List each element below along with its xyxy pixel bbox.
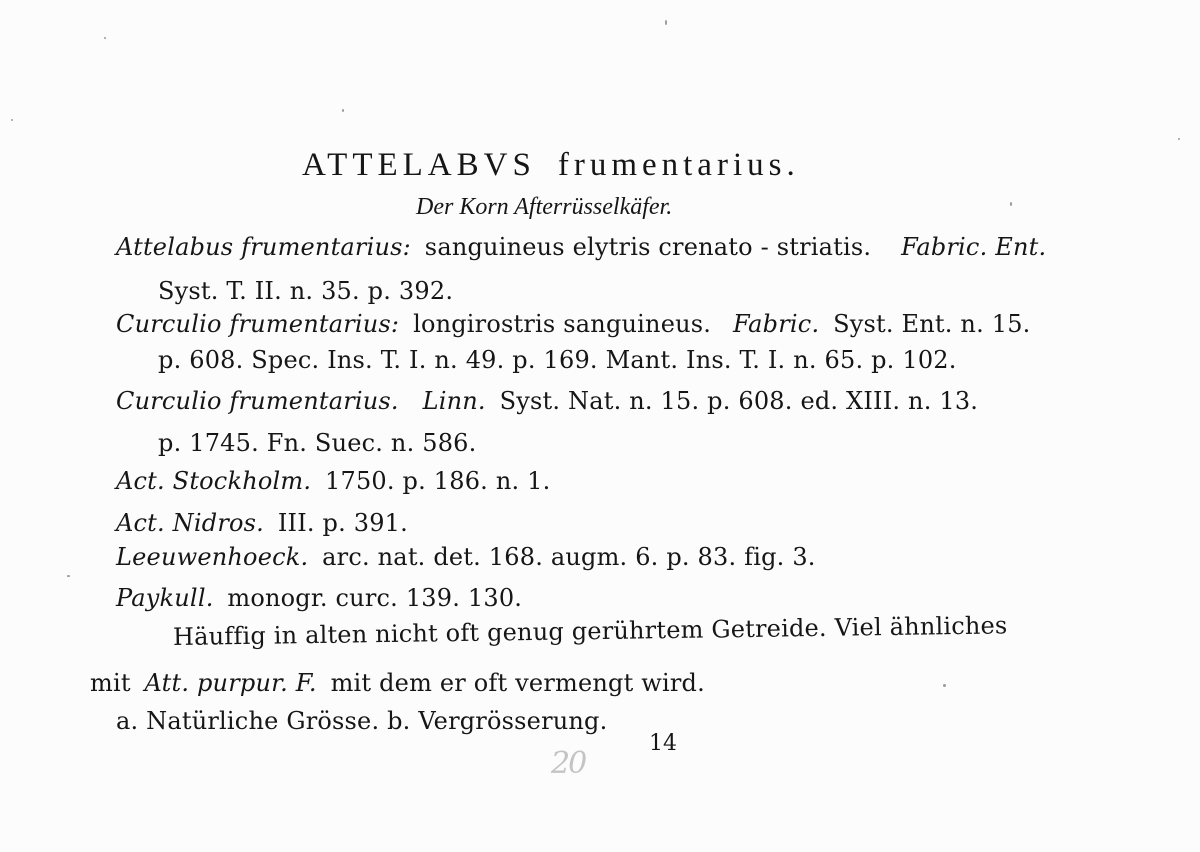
reference-line [116,583,522,613]
description-text: mit [90,669,131,697]
reference-name: Act. Nidros. [116,509,264,537]
paper-speck [67,575,70,577]
synonym-reference: Fabric. [732,310,820,338]
reference-line [116,542,816,572]
figure-legend [116,706,607,736]
reference-name: Leeuwenhoeck. [116,543,309,571]
synonym-name: Attelabus frumentarius: [116,233,411,261]
paper-speck [943,684,946,687]
reference-text: arc. nat. det. 168. augm. 6. p. 83. fig. 3. [322,543,816,571]
synonym-line [116,309,1031,339]
reference-name: Act. Stockholm. [116,467,312,495]
citation-line [158,345,957,375]
paper-speck [104,37,106,39]
reference-text: 1750. p. 186. n. 1. [325,467,551,495]
synonym-line [116,386,978,416]
citation-line [158,276,453,306]
paper-speck [1178,138,1180,140]
species-name: frumentarius. [557,147,800,183]
description-line [173,610,1008,652]
paper-speck [342,109,344,112]
description-line [90,668,705,698]
synonym-name: Curculio frumentarius. [116,387,399,415]
common-name: Der Korn Afterrüsselkäfer. [416,194,673,220]
citation-text: p. 608. Spec. Ins. T. I. n. 49. p. 169. Mant. Ins. T. I. n. 65. p. 102. [158,346,957,374]
page-number: 14 [649,731,677,756]
description-text: mit dem er oft vermengt wird. [330,669,705,697]
synonym-reference: Fabric. Ent. [901,233,1047,261]
synonym-text: longirostris sanguineus. [413,310,712,338]
paper-speck [11,119,13,121]
reference-line [116,466,550,496]
synonym-text: sanguineus elytris crenato - striatis. [424,233,872,261]
synonym-text: Syst. Nat. n. 15. p. 608. ed. XIII. n. 13. [499,387,979,415]
pencil-annotation: 20 [551,746,586,781]
reference-name: Paykull. [116,584,214,612]
reference-text: monogr. curc. 139. 130. [227,584,523,612]
citation-line [158,428,476,458]
synonym-text-continued: Syst. Ent. n. 15. [833,310,1031,338]
citation-text: p. 1745. Fn. Suec. n. 586. [158,429,477,457]
reference-text: III. p. 391. [277,509,408,537]
reference-line [116,508,408,538]
paper-speck [665,20,667,25]
description-text: Häuffig in alten nicht oft genug gerührtem Getreide. Viel ähnliches [172,611,1008,651]
citation-text: Syst. T. II. n. 35. p. 392. [158,277,454,305]
paper-speck [1010,202,1012,206]
synonym-reference: Linn. [422,387,486,415]
genus-name: ATTELABVS [302,147,536,183]
figure-legend-text: a. Natürliche Grösse. b. Vergrösserung. [116,707,608,735]
species-reference: Att. purpur. F. [144,669,317,697]
synonym-name: Curculio frumentarius: [116,310,400,338]
synonym-line [116,232,1046,262]
page-title [302,145,800,185]
